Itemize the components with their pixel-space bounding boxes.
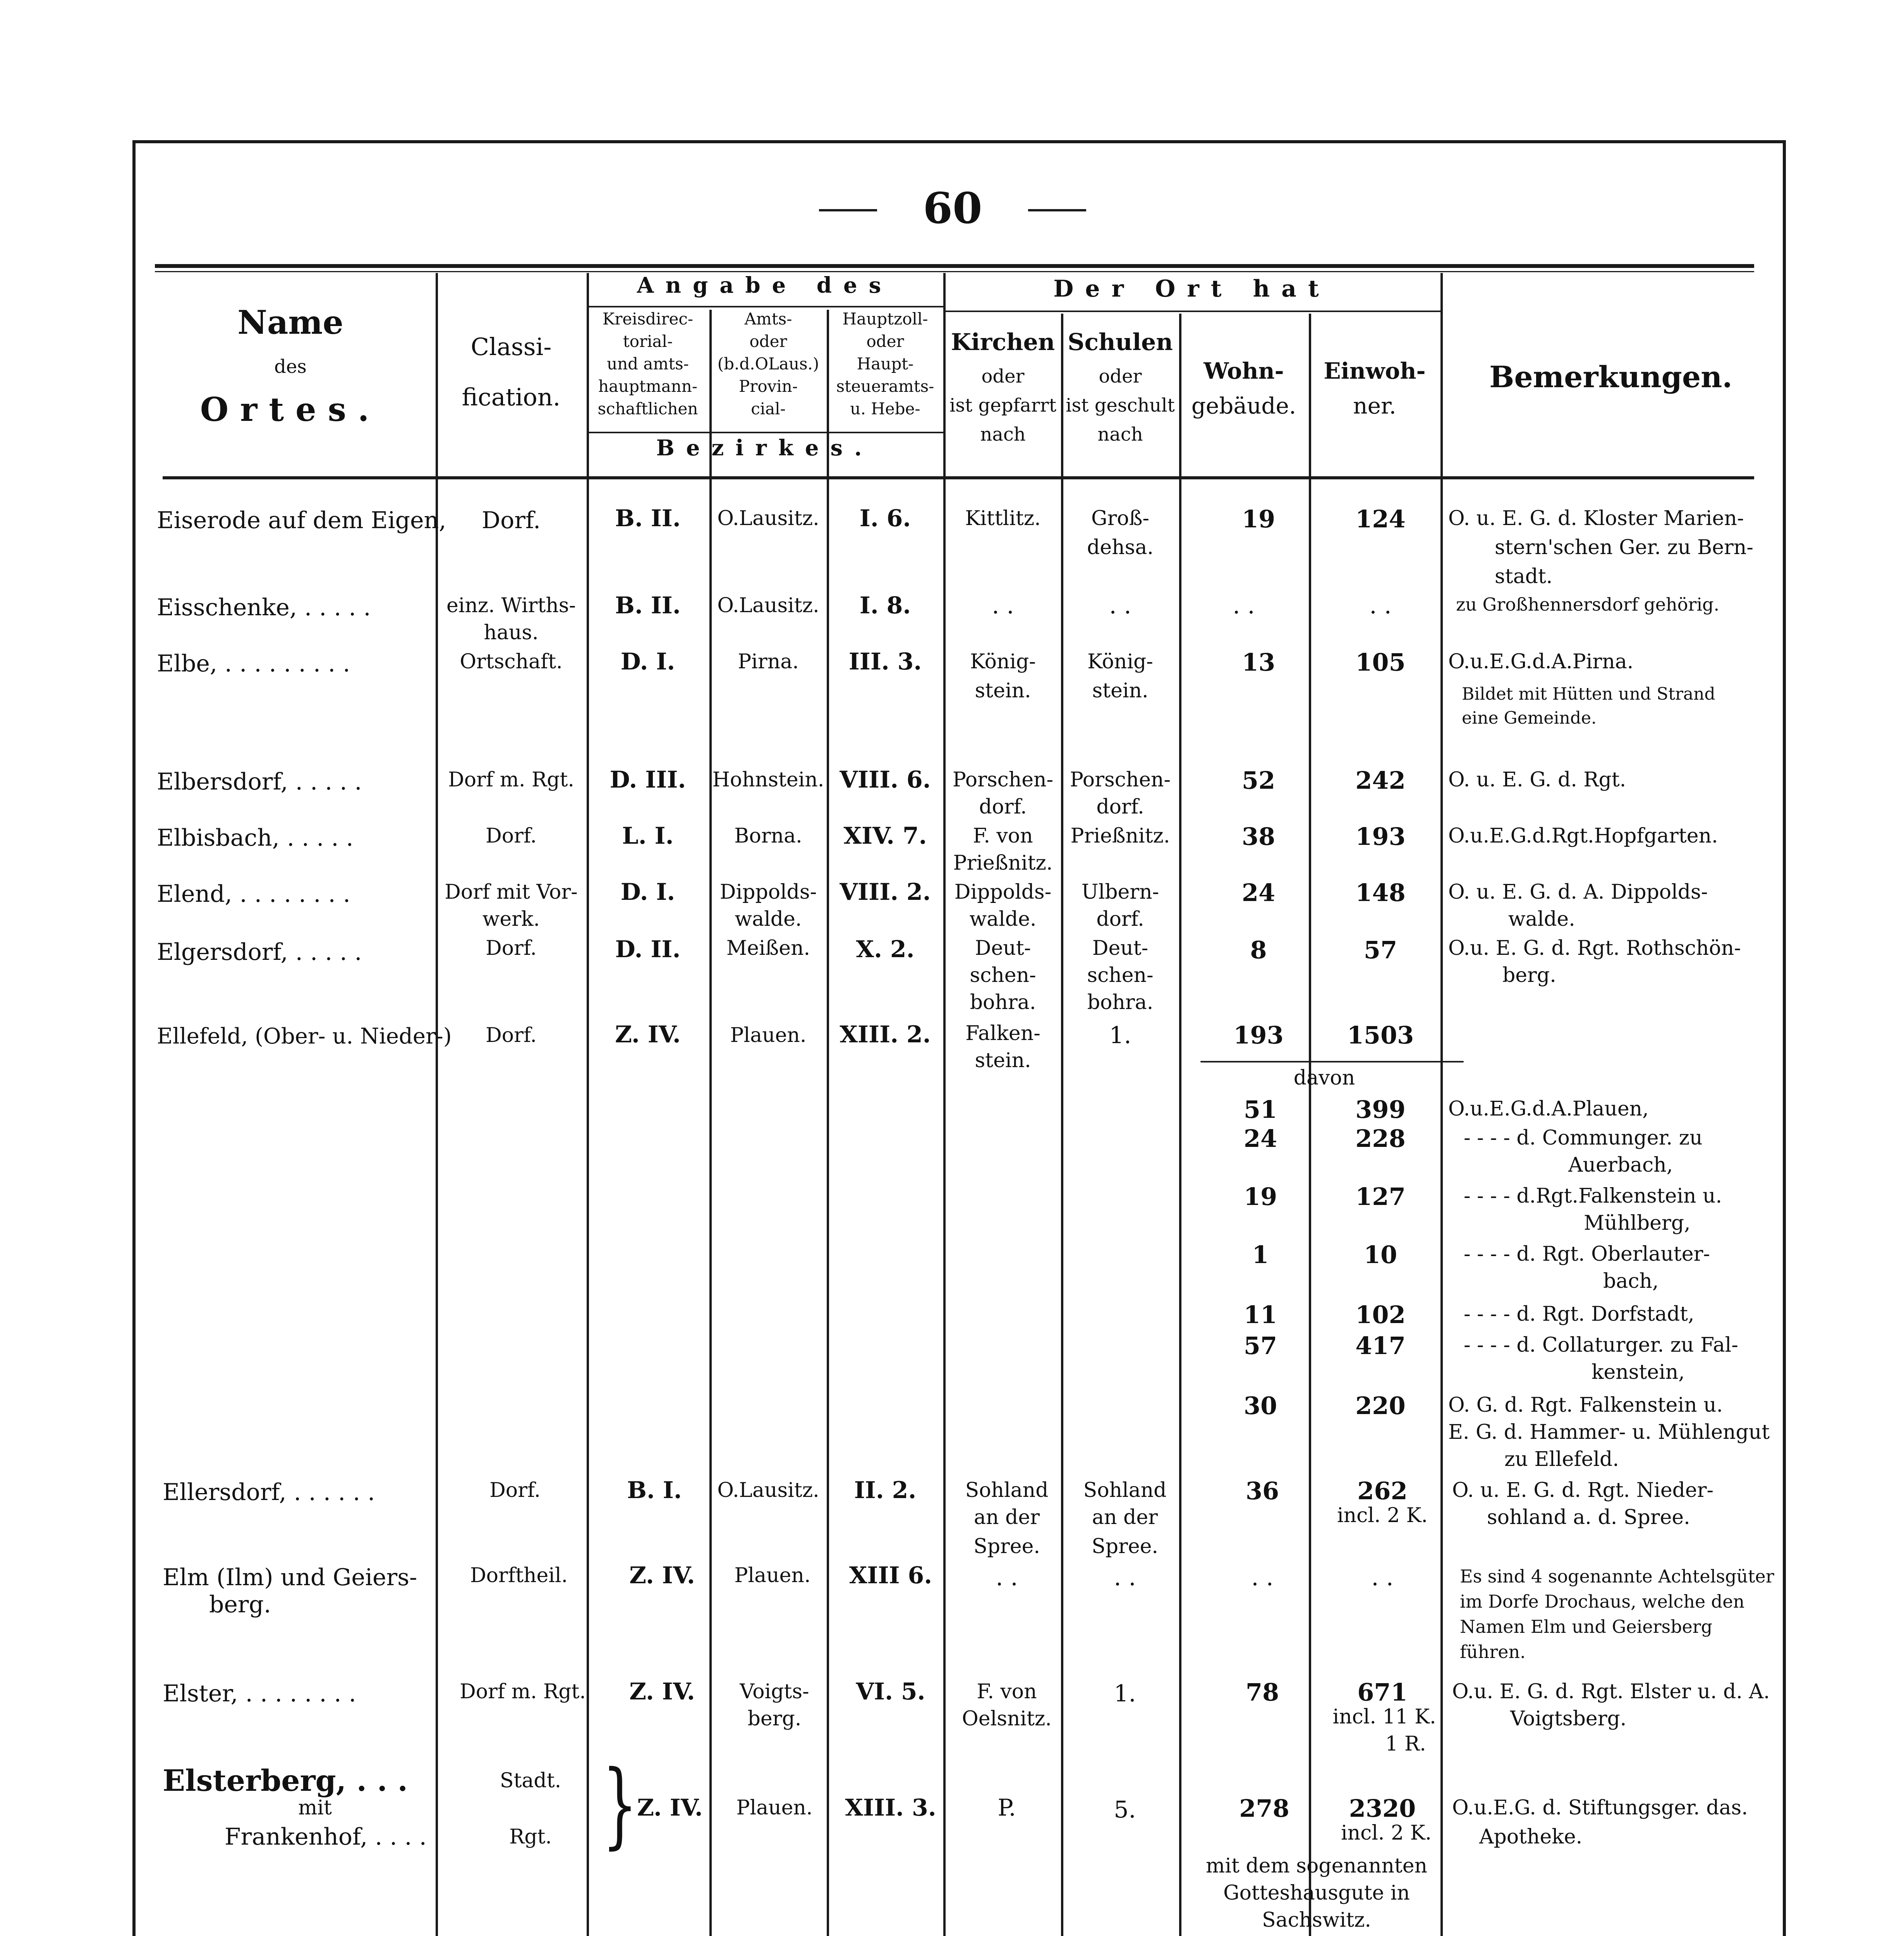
davon-wohn: 1 [1252,1241,1269,1269]
row-kirchen: . . [996,1564,1018,1591]
header-kreis-4: hauptmann- [598,377,698,396]
row-bemerkung: im Dorfe Drochaus, welche den [1460,1591,1745,1612]
davon-einw: 228 [1355,1124,1406,1153]
row-wohn: 193 [1233,1021,1284,1049]
row-kreis: D. II. [615,936,681,963]
row-amts: Meißen. [726,937,810,960]
row-schulen: 5. [1114,1796,1136,1823]
row-name: mit [298,1796,332,1819]
header-kirchen-4: nach [980,424,1026,445]
row-bemerkung: Es sind 4 sogenannte Achtelsgüter [1460,1566,1774,1587]
row-einw-incl: incl. 2 K. [1337,1504,1428,1527]
row-bemerkung: berg. [1502,964,1556,987]
row-wohn: . . [1233,592,1255,619]
row-wohn: 24 [1241,879,1276,907]
row-kirchen: Kittlitz. [965,507,1041,530]
davon-bemerkung: Auerbach, [1568,1153,1673,1177]
row-kirchen: F. von [973,824,1033,848]
row-bemerkung: O. u. E. G. d. A. Dippolds- [1448,880,1708,904]
header-kreis-3: und amts- [607,354,689,373]
row-schulen: 1. [1109,1022,1131,1049]
row-bemerkung: O.u.E.G.d.A.Pirna. [1448,650,1634,673]
row-name: Elbersdorf, . . . . . [157,768,362,795]
row-name: Ellefeld, (Ober- u. Nieder-) [157,1024,452,1049]
row-haupt: II. 2. [854,1477,917,1504]
row-schulen: Spree. [1092,1535,1158,1558]
row-kirchen: stein. [975,1049,1031,1072]
row-name: Elgersdorf, . . . . . [157,939,362,966]
row-kreis: B. II. [615,505,681,532]
ort-hat-rule [943,311,1440,312]
row-bemerkung: O.u. E. G. d. Rgt. Rothschön- [1448,937,1741,960]
row-name: Eisschenke, . . . . . [157,594,371,621]
row-classification: Dorf. [486,1024,537,1047]
row-schulen: dehsa. [1087,536,1154,559]
row-bemerkung: stern'schen Ger. zu Bern- [1495,536,1753,559]
page-number-dash-right [1028,209,1086,211]
davon-bemerkung: E. G. d. Hammer- u. Mühlengut [1448,1421,1770,1444]
col-line-3 [709,310,712,1936]
header-kreis-1: Kreisdirec- [602,309,694,328]
row-bemerkung: Voigtsberg. [1510,1707,1627,1730]
header-kirchen-3: ist gepfarrt [949,395,1056,416]
row-wohn: 13 [1241,648,1276,676]
col-line-5 [943,273,946,1936]
row-kirchen: Falken- [965,1022,1040,1045]
row-name: Eiserode auf dem Eigen, [157,507,446,534]
row-bemerkung: O.u.E.G.d.Rgt.Hopfgarten. [1448,824,1718,848]
row-amts: O.Lausitz. [717,507,819,530]
row-bemerkung: Namen Elm und Geiersberg [1460,1616,1713,1637]
page-number-dash-left [819,209,877,211]
row-kirchen: schen- [970,964,1036,987]
col-line-9 [1440,273,1443,1936]
header-haupt-3: Haupt- [857,354,914,373]
row-bemerkung: O.u. E. G. d. Rgt. Elster u. d. A. [1452,1680,1770,1703]
header-top-rule [155,264,1754,268]
row-wohn: 36 [1245,1477,1279,1505]
header-bezirkes: Bezirkes. [656,435,874,461]
davon-bemerkung: bach, [1603,1270,1659,1293]
header-amts-4: Provin- [738,377,798,396]
row-amts: O.Lausitz. [717,594,819,617]
header-kreis-2: torial- [623,332,673,351]
row-name: Elster, . . . . . . . . [163,1680,356,1707]
col-line-4 [827,310,829,1936]
header-schulen-4: nach [1097,424,1143,445]
row-einw: 148 [1355,879,1406,907]
davon-bemerkung: - - - - d. Communger. zu [1464,1126,1703,1150]
row-kirchen: König- [970,650,1036,673]
row-haupt: I. 6. [859,505,911,532]
row-kirchen: dorf. [979,795,1027,819]
row-wohn: 52 [1241,766,1276,795]
row-kirchen: . . [992,592,1014,619]
row-kreis: Z. IV. [615,1021,681,1048]
row-amts: O.Lausitz. [717,1479,819,1502]
header-einw-2: ner. [1353,393,1396,419]
header-schulen-2: oder [1099,366,1142,387]
row-kirchen: Spree. [973,1535,1040,1558]
row-einw: 57 [1363,936,1398,964]
row-schulen: . . [1114,1564,1136,1591]
davon-label: davon [1293,1066,1355,1090]
row-haupt: I. 8. [859,592,911,619]
davon-bemerkung: - - - - d. Rgt. Dorfstadt, [1464,1303,1695,1326]
header-wohn-1: Wohn- [1204,358,1284,384]
row-wohn: 278 [1239,1794,1289,1823]
row-wohn: 78 [1245,1678,1279,1706]
row-haupt: VIII. 6. [840,766,931,793]
row-wohn: 38 [1241,822,1276,851]
row-name: berg. [209,1591,271,1618]
row-kreis: D. III. [609,766,686,793]
davon-wohn: 11 [1243,1301,1277,1329]
row-amts: berg. [747,1707,802,1730]
header-haupt-4: steueramts- [836,377,934,396]
row-bemerkung: zu Großhennersdorf gehörig. [1456,594,1720,615]
row-haupt: VIII. 2. [840,879,931,906]
row-kirchen: walde. [969,908,1037,931]
row-name: Elm (Ilm) und Geiers- [163,1564,417,1591]
header-haupt-1: Hauptzoll- [842,309,928,328]
header-wohn-2: gebäude. [1191,393,1296,419]
row-classification: haus. [484,621,539,644]
row-schulen: dorf. [1096,908,1144,931]
row-schulen: schen- [1087,964,1154,987]
header-angabe: Angabe des [637,273,893,298]
row-einw: 671 [1357,1678,1408,1706]
col-line-6 [1061,314,1063,1936]
row-schulen: dorf. [1096,795,1144,819]
row-kirchen: F. von [977,1680,1037,1703]
row-bemerkung: walde. [1508,908,1575,931]
davon-einw: 127 [1355,1183,1406,1211]
header-kirchen-2: oder [981,366,1025,387]
row-schulen: Sohland [1083,1479,1167,1502]
row-einw: 2320 [1349,1794,1416,1823]
row-kirchen: Prießnitz. [953,851,1053,875]
row-kirchen: P. [997,1794,1016,1821]
row-einw: 1503 [1347,1021,1414,1049]
header-amts-3: (b.d.OLaus.) [717,354,819,373]
row-bemerkung: O. u. E. G. d. Kloster Marien- [1448,507,1744,530]
row-haupt: VI. 5. [856,1678,925,1705]
elsterberg-note: Gotteshausgute in [1223,1881,1410,1905]
row-classification: Dorf. [486,937,537,960]
header-schulen-1: Schulen [1068,329,1173,356]
header-name-3: Ortes. [200,390,381,429]
row-classification: Dorftheil. [470,1564,568,1587]
davon-einw: 399 [1355,1095,1406,1124]
row-bemerkung: O.u.E.G. d. Stiftungsger. das. [1452,1796,1748,1819]
header-amts-1: Amts- [744,309,792,328]
davon-bemerkung: zu Ellefeld. [1504,1448,1619,1471]
row-haupt: XIV. 7. [843,822,927,850]
row-kreis: B. I. [627,1477,682,1504]
header-einw-1: Einwoh- [1324,358,1426,384]
page-number: 60 [923,183,982,233]
row-einw: 124 [1355,505,1406,533]
row-kirchen: Dippolds- [954,880,1052,904]
row-kirchen: Oelsnitz. [962,1707,1052,1730]
row-haupt: X. 2. [856,936,915,963]
header-amts-5: cial- [751,399,786,418]
row-amts: Hohnstein. [712,768,824,791]
row-classification: einz. Wirths- [446,594,576,617]
col-line-2 [587,273,589,1936]
davon-einw: 10 [1363,1241,1398,1269]
davon-bemerkung: O.u.E.G.d.A.Plauen, [1448,1097,1649,1121]
row-einw-incl: incl. 2 K. [1341,1821,1432,1845]
header-amts-2: oder [749,332,787,351]
davon-bemerkung: Mühlberg, [1584,1212,1691,1235]
header-classification-1: Classi- [470,333,552,361]
row-haupt: III. 3. [848,648,922,675]
row-kirchen: Deut- [975,937,1031,960]
row-schulen: . . [1109,592,1131,619]
header-haupt-5: u. Hebe- [850,399,920,418]
header-schulen-3: ist geschult [1066,395,1175,416]
row-classification: Dorf. [486,824,537,848]
row-schulen: Deut- [1092,937,1149,960]
header-top-rule-thin [155,271,1754,272]
row-einw: . . [1369,592,1392,619]
row-kreis: L. I. [622,822,674,850]
row-schulen: 1. [1114,1680,1136,1707]
row-schulen: an der [1092,1506,1158,1529]
row-classification: Rgt. [509,1825,552,1848]
row-amts: Borna. [734,824,802,848]
davon-wohn: 19 [1243,1183,1277,1211]
row-schulen: Groß- [1091,507,1150,530]
row-einw: . . [1371,1564,1394,1591]
davon-einw: 102 [1355,1301,1406,1329]
row-wohn: 19 [1241,505,1276,533]
header-bottom-rule [163,476,1754,479]
row-einw: 262 [1357,1477,1408,1505]
angabe-rule [587,306,943,307]
row-kreis: D. I. [620,879,675,906]
row-amts: Dippolds- [719,880,817,904]
row-kreis: B. II. [615,592,681,619]
row-amts: Voigts- [740,1680,809,1703]
davon-wohn: 51 [1243,1095,1277,1124]
header-classification-2: fication. [462,383,561,411]
row-bemerkung: eine Gemeinde. [1462,708,1597,728]
header-bemerkungen: Bemerkungen. [1489,360,1732,394]
row-schulen: Porschen- [1070,768,1171,791]
header-name-1: Name [237,303,343,342]
row-name: Elend, . . . . . . . . [157,880,350,908]
row-classification: Dorf mit Vor- [445,880,578,904]
header-haupt-2: oder [866,332,904,351]
elsterberg-note: mit dem sogenannten [1206,1854,1427,1878]
row-schulen: Ulbern- [1081,880,1159,904]
header-name-2: des [274,356,307,378]
row-bemerkung: sohland a. d. Spree. [1487,1506,1690,1529]
row-amts: Pirna. [738,650,799,673]
row-haupt: XIII 6. [849,1562,932,1589]
row-classification: Dorf. [481,507,541,534]
davon-einw: 220 [1355,1392,1406,1420]
row-schulen: stein. [1092,679,1149,702]
row-schulen: bohra. [1087,991,1154,1014]
davon-bemerkung: O. G. d. Rgt. Falkenstein u. [1448,1394,1723,1417]
row-amts: Plauen. [730,1024,807,1047]
bezirkes-rule [587,432,943,433]
row-bemerkung: führen. [1460,1641,1526,1662]
row-kreis: Z. IV. [629,1678,695,1705]
davon-bracket-line [1200,1061,1464,1062]
row-wohn: . . [1251,1564,1274,1591]
row-classification: Stadt. [500,1769,561,1792]
davon-wohn: 24 [1243,1124,1277,1153]
row-classification: Dorf m. Rgt. [448,768,574,791]
row-kreis: Z. IV. [629,1562,695,1589]
davon-wohn: 57 [1243,1332,1277,1360]
davon-bemerkung: - - - - d. Rgt. Oberlauter- [1464,1243,1710,1266]
row-kreis: D. I. [620,648,675,675]
davon-einw: 417 [1355,1332,1406,1360]
col-line-7 [1179,314,1181,1936]
row-name: Elsterberg, . . . [163,1763,408,1798]
row-haupt: XIII. 3. [845,1794,936,1821]
row-schulen: Prießnitz. [1070,824,1170,848]
row-einw: 193 [1355,822,1406,851]
row-wohn: 8 [1250,936,1267,964]
row-amts: walde. [735,908,802,931]
davon-bemerkung: - - - - d.Rgt.Falkenstein u. [1464,1184,1722,1208]
row-einw: 242 [1355,766,1406,795]
row-name: Elbe, . . . . . . . . . [157,650,350,677]
row-classification: Ortschaft. [460,650,563,673]
header-ort-hat: Der Ort hat [1053,275,1331,302]
davon-bemerkung: - - - - d. Collaturger. zu Fal- [1464,1334,1738,1357]
row-bemerkung: Bildet mit Hütten und Strand [1462,684,1715,704]
row-einw: 105 [1355,648,1406,676]
row-einw-incl: 1 R. [1385,1732,1426,1756]
row-name: Elbisbach, . . . . . [157,824,354,851]
header-kreis-5: schaftlichen [597,399,698,418]
col-line-8 [1309,314,1311,1936]
row-bemerkung: O. u. E. G. d. Rgt. Nieder- [1452,1479,1714,1502]
row-name: Frankenhof, . . . . [225,1823,427,1850]
row-classification: werk. [482,908,540,931]
row-bemerkung: O. u. E. G. d. Rgt. [1448,768,1626,791]
row-bemerkung: stadt. [1495,565,1553,588]
row-einw-incl: incl. 11 K. [1332,1705,1436,1728]
row-name: Ellersdorf, . . . . . . [163,1479,375,1506]
row-kirchen: Sohland [965,1479,1049,1502]
row-amts: Plauen. [736,1796,813,1819]
row-kirchen: Porschen- [952,768,1054,791]
davon-bemerkung: kenstein, [1592,1361,1685,1384]
row-schulen: König- [1087,650,1153,673]
row-classification: Dorf. [489,1479,541,1502]
row-amts: Plauen. [734,1564,811,1587]
row-classification: Dorf m. Rgt. [460,1680,586,1703]
brace-icon: } [602,1750,638,1859]
header-kirchen-1: Kirchen [951,329,1055,356]
row-kirchen: an der [974,1506,1040,1529]
row-kirchen: bohra. [970,991,1036,1014]
row-bemerkung: Apotheke. [1479,1825,1583,1848]
row-kirchen: stein. [975,679,1031,702]
row-kreis: Z. IV. [637,1794,703,1821]
elsterberg-note: Sachswitz. [1262,1909,1371,1932]
davon-wohn: 30 [1243,1392,1277,1420]
row-haupt: XIII. 2. [840,1021,931,1048]
